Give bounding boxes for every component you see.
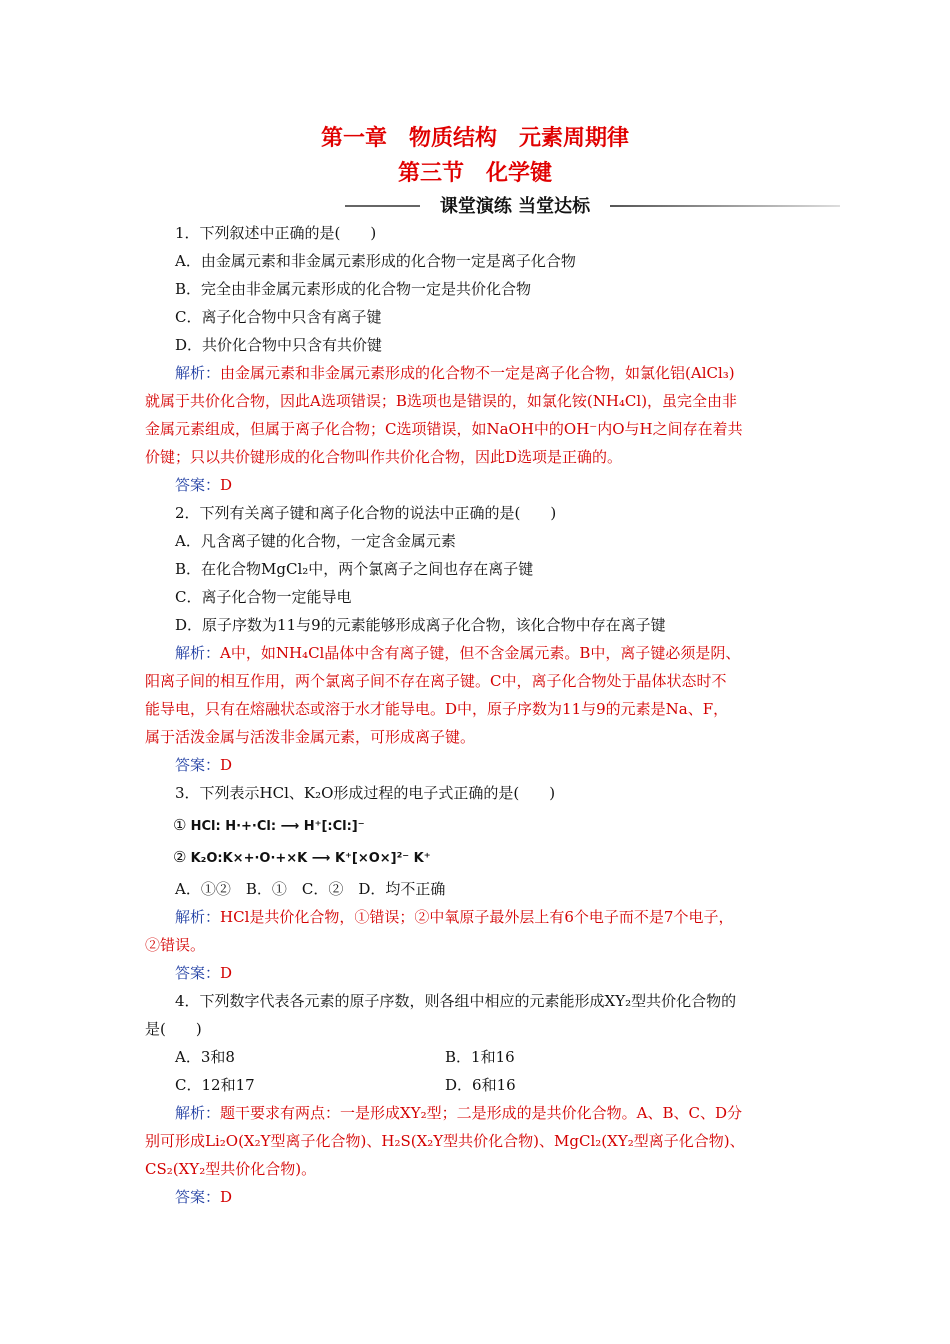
q2-option-a: A．凡含离子键的化合物，一定含金属元素 [175,532,456,550]
q3-formula-2-electron-dot: K₂O:K×+·O·+×K ⟶ K⁺[×O×]²⁻ K⁺ [190,851,431,866]
q4-option-c: C．12和17 [175,1076,255,1094]
q2-option-b: B．在化合物MgCl₂中，两个氯离子之间也存在离子键 [175,560,534,578]
q2-explanation-line-4: 属于活泼金属与活泼非金属元素，可形成离子键。 [145,728,476,746]
q1-option-d: D．共价化合物中只含有共价键 [175,336,383,354]
q1-explanation-line-3: 金属元素组成，但属于离子化合物；C选项错误，如NaOH中的OH⁻内O与H之间存在着共 [145,420,743,438]
q3-formula-2 [173,847,431,869]
banner-rule-left [345,205,420,207]
q3-expl-text-1: HCl是共价化合物，①错误；②中氧原子最外层上有6个电子而不是7个电子， [220,908,734,926]
q4-stem-line-1: 4．下列数字代表各元素的原子序数，则各组中相应的元素能形成XY₂型共价化合物的 [175,992,737,1010]
q2-expl-label: 解析： [175,644,221,662]
q1-option-b: B．完全由非金属元素形成的化合物一定是共价化合物 [175,280,532,298]
q3-answer-value: D [220,964,233,982]
q3-formula-2-number: ② [173,848,187,866]
chapter-title: 第一章 物质结构 元素周期律 [320,126,629,151]
banner-rule-right [610,205,840,207]
q3-formula-1-electron-dot: HCl: H·+·Cl: ⟶ H⁺[:Cl:]⁻ [190,819,365,834]
q2-explanation-line-3: 能导电，只有在熔融状态或溶于水才能导电。D中，原子序数为11与9的元素是Na、F， [145,700,729,718]
q3-formula-1 [173,815,365,837]
q3-explanation-line-2: ②错误。 [145,936,206,954]
q4-option-b: B．1和16 [445,1048,515,1066]
q4-option-a: A．3和8 [175,1048,235,1066]
q4-answer-label: 答案： [175,1188,221,1206]
section-title: 第三节 化学键 [397,161,552,186]
q4-explanation-line-3: CS₂(XY₂型共价化合物)。 [145,1160,317,1178]
q3-explanation-line-1 [175,907,733,927]
q4-expl-label: 解析： [175,1104,221,1122]
q1-option-c: C．离子化合物中只含有离子键 [175,308,382,326]
q4-explanation-line-1 [175,1103,742,1123]
q2-answer [175,755,232,775]
q2-answer-label: 答案： [175,756,221,774]
q3-stem: 3．下列表示HCl、K₂O形成过程的电子式正确的是( ) [175,784,556,802]
q1-option-a: A．由金属元素和非金属元素形成的化合物一定是离子化合物 [175,252,576,270]
q1-answer-value: D [220,476,233,494]
q1-explanation-line-2: 就属于共价化合物，因此A选项错误；B选项也是错误的，如氯化铵(NH₄Cl)，虽完全由非 [145,392,738,410]
q2-option-c: C．离子化合物一定能导电 [175,588,352,606]
q1-expl-label: 解析： [175,364,221,382]
q4-expl-text-1: 题干要求有两点：一是形成XY₂型；二是形成的是共价化合物。A、B、C、D分 [220,1104,742,1122]
q3-options: A．①② B．① C．② D．均不正确 [175,880,446,898]
q2-option-d: D．原子序数为11与9的元素能够形成离子化合物，该化合物中存在离子键 [175,616,666,634]
q3-answer [175,963,232,983]
q2-answer-value: D [220,756,233,774]
q1-explanation-line-1 [175,363,735,383]
q3-answer-label: 答案： [175,964,221,982]
banner-text: 课堂演练 当堂达标 [439,196,591,217]
q2-explanation-line-1 [175,643,740,663]
q2-expl-text-1: A中，如NH₄Cl晶体中含有离子键，但不含金属元素。B中，离子键必须是阴、 [220,644,741,662]
q2-explanation-line-2: 阳离子间的相互作用，两个氯离子间不存在离子键。C中，离子化合物处于晶体状态时不 [145,672,727,690]
q2-stem: 2．下列有关离子键和离子化合物的说法中正确的是( ) [175,504,557,522]
q4-stem-line-2: 是( ) [145,1020,202,1038]
q1-expl-text-1: 由金属元素和非金属元素形成的化合物不一定是离子化合物，如氯化铝(AlCl₃) [220,364,735,382]
section-banner [345,190,865,220]
q4-option-d: D．6和16 [445,1076,516,1094]
q1-answer [175,475,232,495]
q1-explanation-line-4: 价键；只以共价键形成的化合物叫作共价化合物，因此D选项是正确的。 [145,448,623,466]
q4-explanation-line-2: 别可形成Li₂O(X₂Y型离子化合物)、H₂S(X₂Y型共价化合物)、MgCl₂(XY₂型离子化合物)、 [145,1132,745,1150]
q4-answer-value: D [220,1188,233,1206]
q3-formula-1-number: ① [173,816,187,834]
q1-answer-label: 答案： [175,476,221,494]
q1-stem: 1．下列叙述中正确的是( ) [175,224,377,242]
q3-expl-label: 解析： [175,908,221,926]
q4-answer [175,1187,232,1207]
